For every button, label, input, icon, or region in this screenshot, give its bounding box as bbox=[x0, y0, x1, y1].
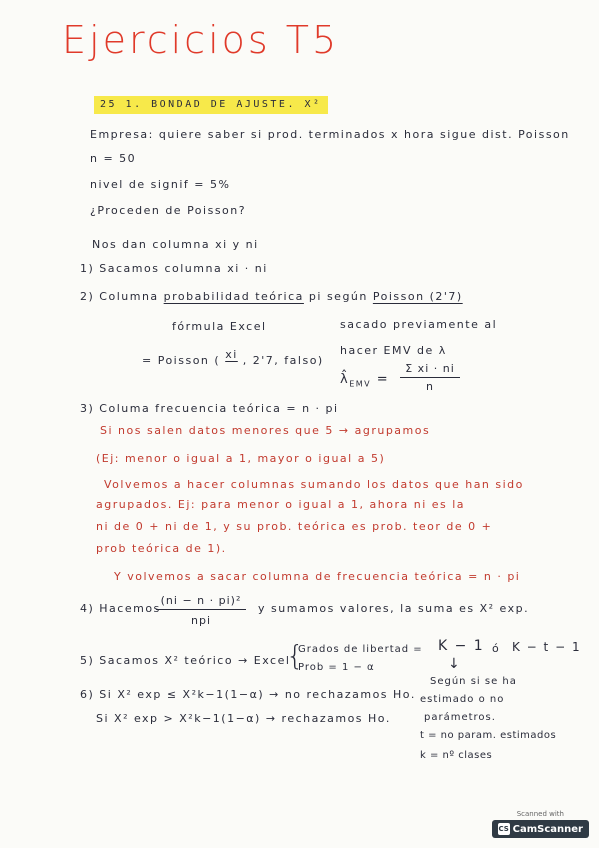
step-3: 3) Columa frecuencia teórica = n · pi bbox=[80, 402, 339, 415]
page-title: Ejercicios T5 bbox=[62, 18, 340, 62]
side-note-2: estimado o no bbox=[420, 694, 505, 705]
or-word: ó bbox=[492, 642, 501, 655]
step-5-label: 5) Sacamos X² teórico → Excel bbox=[80, 654, 291, 667]
step-3-note-5: ni de 0 + ni de 1, y su prob. teórica es prob. teor de 0 + bbox=[96, 520, 493, 533]
step-2-label: 2) Columna bbox=[80, 290, 159, 303]
step-3-note-3: Volvemos a hacer columnas sumando los datos que han sido bbox=[104, 478, 524, 491]
lambda-sub: EMV bbox=[349, 379, 372, 389]
side-note-5: k = nº clases bbox=[420, 750, 493, 761]
excel-formula bbox=[142, 348, 324, 367]
step-2-underlined: probabilidad teórica bbox=[163, 290, 304, 303]
side-note-4: t = no param. estimados bbox=[420, 730, 557, 741]
side-note-3: parámetros. bbox=[424, 712, 496, 723]
formula-start: = Poisson ( bbox=[142, 354, 221, 367]
step-3-note-7: Y volvemos a sacar columna de frecuencia teórica = n · pi bbox=[114, 570, 521, 583]
chi-numerator: (ni − n · pi)² bbox=[160, 594, 242, 607]
given-data: Nos dan columna xi y ni bbox=[92, 238, 259, 251]
prob-formula: Prob = 1 − α bbox=[298, 662, 375, 673]
note-emv: hacer EMV de λ bbox=[340, 344, 447, 357]
camscanner-brand: CamScanner bbox=[512, 823, 583, 835]
formula-xi: xi bbox=[225, 348, 238, 361]
k-minus-1: K − 1 bbox=[438, 638, 485, 654]
significance-level: nivel de signif = 5% bbox=[90, 178, 231, 191]
formula-tail: , 2'7, falso) bbox=[242, 354, 324, 367]
step-3-note-1: Si nos salen datos menores que 5 → agrupamos bbox=[100, 424, 431, 437]
note-sacado: sacado previamente al bbox=[340, 318, 498, 331]
scanner-watermark bbox=[492, 810, 589, 838]
step-2-mid: pi según bbox=[308, 290, 368, 303]
step-4-tail: y sumamos valores, la suma es X² exp. bbox=[258, 602, 530, 615]
lambda-numerator: Σ xi · ni bbox=[405, 362, 455, 375]
sample-size: n = 50 bbox=[90, 152, 137, 165]
step-1: 1) Sacamos columna xi · ni bbox=[80, 262, 268, 275]
step-3-note-6: prob teórica de 1). bbox=[96, 542, 227, 555]
lambda-denominator: n bbox=[426, 380, 434, 393]
intro-line: Empresa: quiere saber si prod. terminados x hora sigue dist. Poisson bbox=[90, 128, 570, 141]
scanned-with: Scanned with bbox=[516, 810, 564, 818]
section-heading: 25 1. BONDAD DE AJUSTE. X² bbox=[94, 96, 328, 114]
question: ¿Proceden de Poisson? bbox=[90, 204, 247, 217]
lambda-estimator: $\lambdâ_{EMV}$ = bbox=[340, 372, 390, 389]
formula-label: fórmula Excel bbox=[172, 320, 267, 333]
down-arrow-icon: ↓ bbox=[448, 656, 462, 672]
side-note-1: Según si se ha bbox=[430, 676, 517, 687]
step-3-note-2: (Ej: menor o igual a 1, mayor o igual a 5) bbox=[96, 452, 386, 465]
step-3-note-4: agrupados. Ej: para menor o igual a 1, ahora ni es la bbox=[96, 498, 466, 511]
step-2 bbox=[80, 290, 463, 303]
poisson-ref: Poisson (2'7) bbox=[372, 290, 463, 303]
chi-fraction bbox=[156, 594, 246, 627]
lambda-fraction bbox=[400, 362, 460, 393]
camscanner-badge bbox=[492, 820, 589, 838]
step-6-line-1: 6) Si X² exp ≤ X²k−1(1−α) → no rechazamos Ho. bbox=[80, 688, 416, 701]
lambda-symbol: λ̂ bbox=[340, 372, 350, 387]
step-6-line-2: Si X² exp > X²k−1(1−α) → rechazamos Ho. bbox=[96, 712, 391, 725]
step-4-label: 4) Hacemos bbox=[80, 602, 161, 615]
grados-libertad: Grados de libertad = bbox=[298, 644, 423, 655]
k-minus-t-minus-1: K − t − 1 bbox=[512, 640, 582, 654]
camscanner-logo-icon: CS bbox=[498, 825, 509, 833]
chi-denominator: npi bbox=[190, 614, 211, 627]
